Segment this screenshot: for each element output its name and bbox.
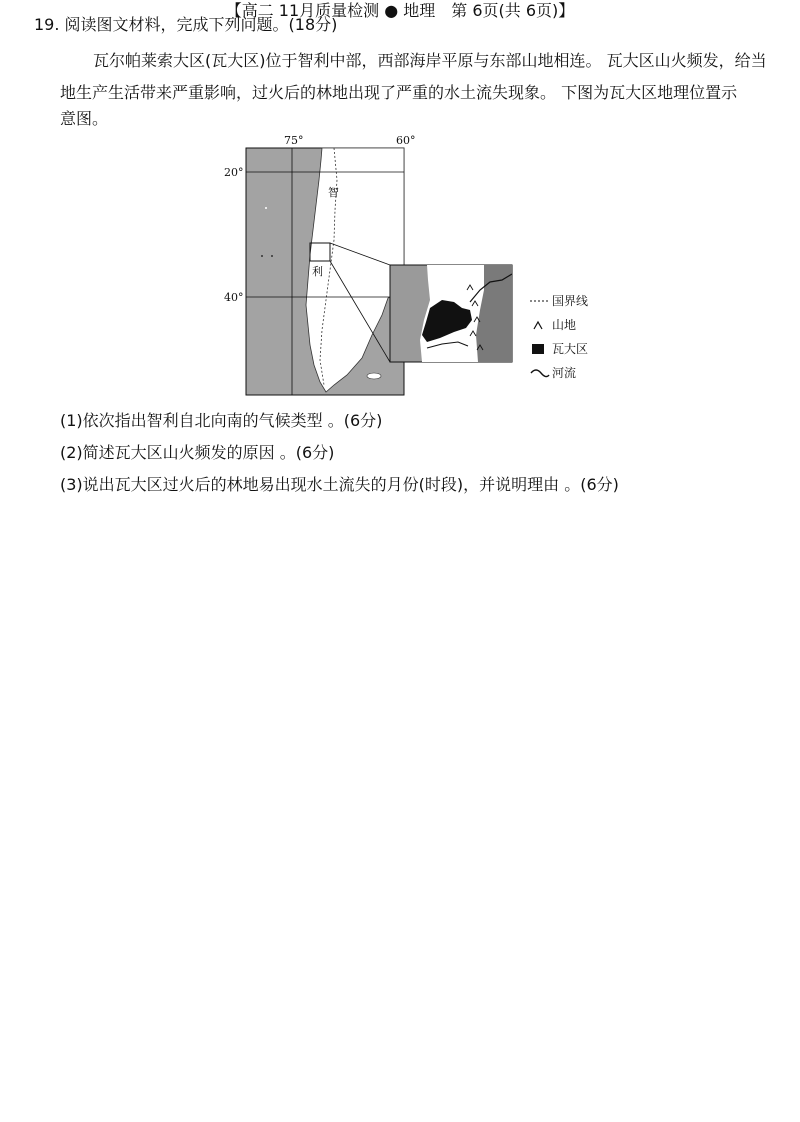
legend-border-label: 国界线 <box>552 294 589 308</box>
material-paragraph-line-3: 意图。 <box>60 109 109 128</box>
material-paragraph-line-2: 地生产生活带来严重影响，过火后的林地出现了严重的水土流失现象。 下图为瓦大区地理位置示 <box>60 83 738 102</box>
map-legend <box>530 293 588 380</box>
legend-mountain-label: 山地 <box>552 318 577 332</box>
lon-label-60: 60° <box>396 134 416 147</box>
country-label-zhi: 智 <box>328 186 339 199</box>
legend-region-label: 瓦大区 <box>552 342 589 356</box>
legend-region-symbol <box>532 344 544 354</box>
island-dot <box>271 255 273 257</box>
country-label-li: 利 <box>312 265 323 278</box>
inset-map <box>390 265 512 362</box>
lat-label-40: 40° <box>224 291 244 304</box>
legend-mountain-icon <box>534 322 542 329</box>
legend-river-label: 河流 <box>552 366 577 380</box>
sub-question-2: (2)简述瓦大区山火频发的原因 。(6分) <box>60 443 335 462</box>
lat-label-20: 20° <box>224 166 244 179</box>
legend-river-symbol <box>531 370 549 377</box>
sub-question-1: (1)依次指出智利自北向南的气候类型 。(6分) <box>60 411 383 430</box>
island-dot <box>261 255 263 257</box>
sub-question-3: (3)说出瓦大区过火后的林地易出现水土流失的月份(时段)，并说明理由 。(6分) <box>60 475 619 494</box>
location-map <box>222 130 612 400</box>
question-header: 19. 阅读图文材料，完成下列问题。(18分) <box>34 15 338 34</box>
island-dot <box>265 207 267 209</box>
island <box>367 373 381 379</box>
lon-label-75: 75° <box>284 134 304 147</box>
material-paragraph-line-1: 瓦尔帕莱索大区(瓦大区)位于智利中部，西部海岸平原与东部山地相连。 瓦大区山火频发，给当 <box>93 51 767 70</box>
page-footer: 【高二 11月质量检测 ● 地理 第 6页(共 6页)】 <box>225 1 575 20</box>
